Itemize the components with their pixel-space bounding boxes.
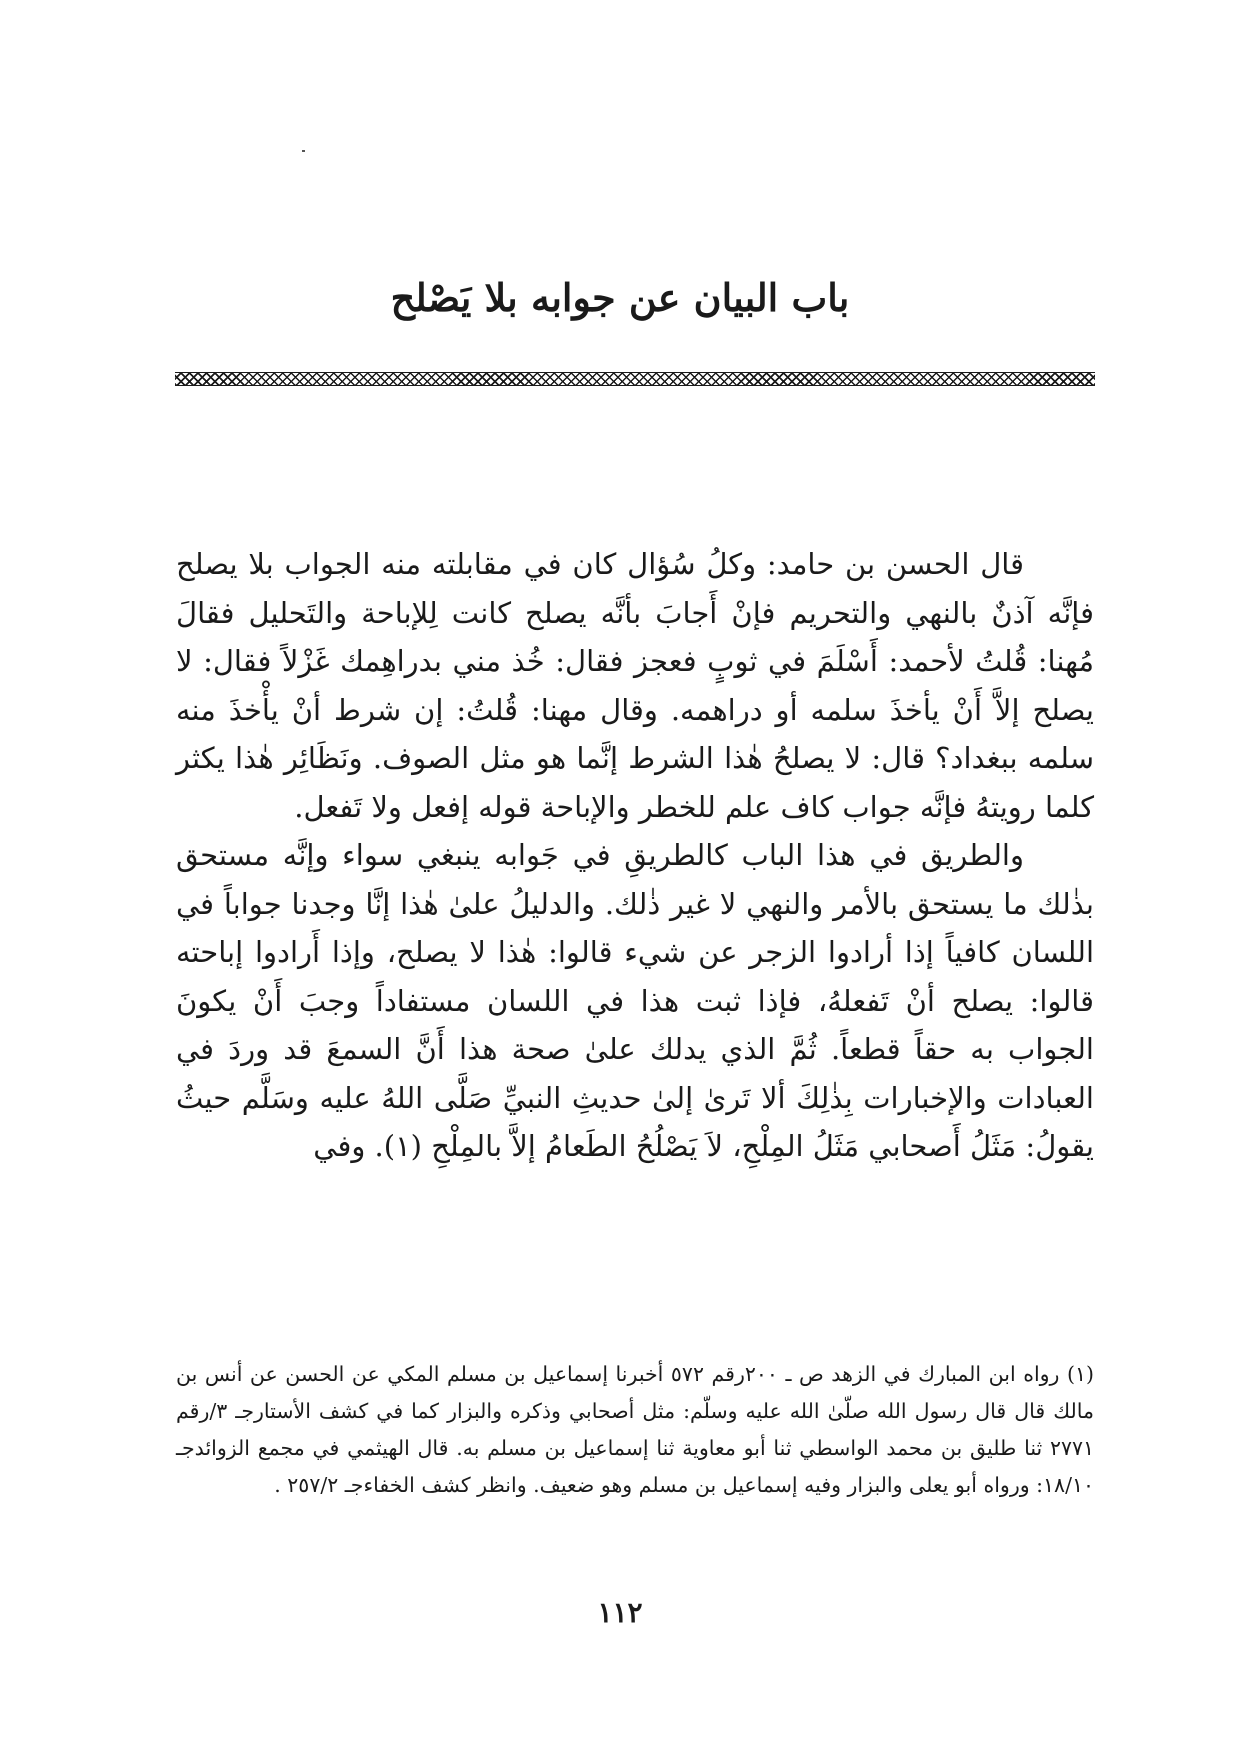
page-number: ١١٢ <box>597 1596 643 1629</box>
paragraph: والطريق في هذا الباب كالطريقِ في جَوابه ينبغي سواء وإنَّه مستحق بذٰلك ما يستحق بالأمر والنهي لا غير ذٰلك. والدليلُ علىٰ هٰذا إنَّا وجدنا جواباً في اللسان كافياً إذا أرادوا الزجر عن شيء قالوا: هٰذا لا يصلح، وإذا أَرادوا إباحته قالوا: يصلح أنْ تَفعلهُ، فإذا ثبت هذا في اللسان مستفاداً وجبَ أَنْ يكونَ الجواب به حقاً قطعاً. ثُمَّ الذي يدلك علىٰ صحة هذا أَنَّ السمعَ قد وردَ في العبادات والإخبارات بِذٰلِكَ ألا تَرىٰ إلىٰ حديثِ النبيِّ صَلَّى اللهُ عليه وسَلَّم حيثُ يقولُ: مَثَلُ أَصحابي مَثَلُ المِلْحِ، لاَ يَصْلُحُ الطَعامُ إلاَّ بالمِلْحِ (١). وفي <box>176 838 1094 1163</box>
chapter-title: باب البيان عن جوابه بلا يَصْلح <box>390 275 850 320</box>
main-text <box>176 540 1094 1171</box>
footnote: (١) رواه ابن المبارك في الزهد ص ـ ٢٠٠رقم ٥٧٢ أخبرنا إسماعيل بن مسلم المكي عن الحسن عن أنس بن مالك قال قال رسول الله صلّىٰ الله عليه وسلّم: مثل أصحابي وذكره والبزار كما في كشف الأستارجـ ٣/رقم ٢٧٧١ ثنا طليق بن محمد الواسطي ثنا أبو معاوية ثنا إسماعيل بن مسلم به. قال الهيثمي في مجمع الزوائدجـ ١٨/١٠: ورواه أبو يعلى والبزار وفيه إسماعيل بن مسلم وهو ضعيف. وانظر كشف الخفاءجـ ٢٥٧/٢ . <box>176 1362 1094 1497</box>
footnotes <box>176 1356 1094 1504</box>
paragraph: قال الحسن بن حامد: وكلُ سُؤال كان في مقابلته منه الجواب بلا يصلح فإنَّه آذنٌ بالنهي والتحريم فإنْ أَجابَ بأنَّه يصلح كانت لِلإباحة والتَحليل فقالَ مُهنا: قُلتُ لأحمد: أَسْلَمَ في ثوبٍ فعجز فقال: خُذ مني بدراهِمك غَزْلاً فقال: لا يصلح إلاَّ أَنْ يأخذَ سلمه أو دراهمه. وقال مهنا: قُلتُ: إن شرط أنْ يأْخذَ منه سلمه ببغداد؟ قال: لا يصلحُ هٰذا الشرط إنَّما هو مثل الصوف. ونَظَائِر هٰذا يكثر كلما رويتهُ فإنَّه جواب كاف علم للخطر والإباحة قوله إفعل ولا تَفعل. <box>176 547 1094 824</box>
scan-speck <box>302 150 305 152</box>
ornamental-divider <box>175 372 1095 386</box>
